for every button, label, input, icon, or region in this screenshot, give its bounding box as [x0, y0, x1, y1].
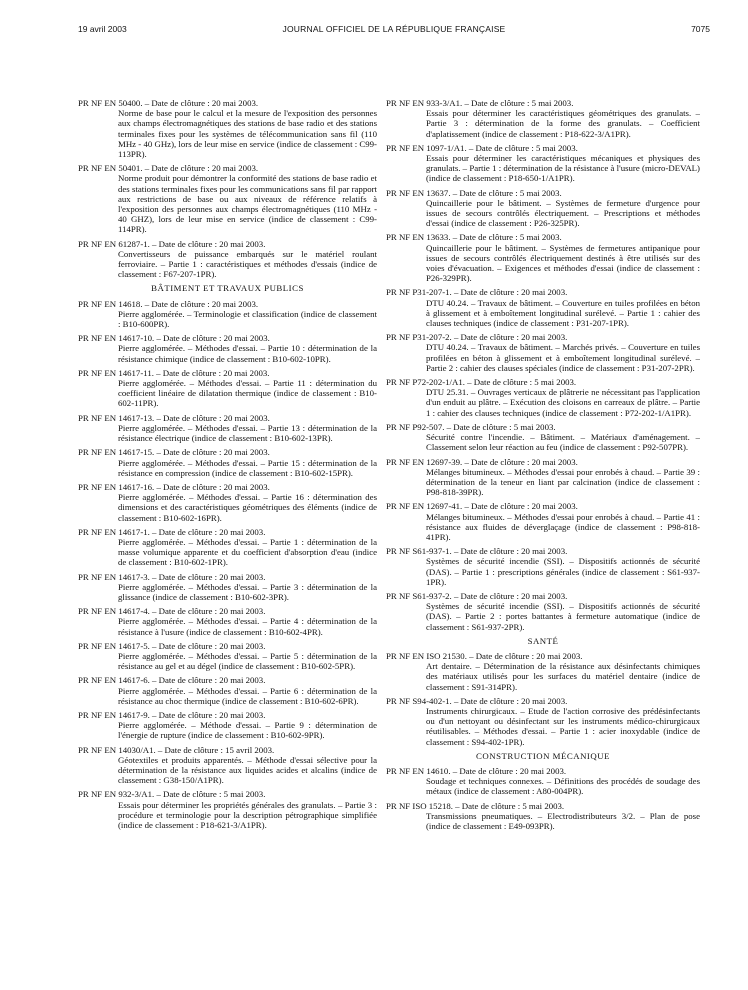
standard-entry [386, 546, 700, 587]
entry-reference: PR NF EN 14617-1. – Date de clôture : 20 mai 2003. [78, 526, 266, 537]
standard-entry [78, 368, 377, 409]
entry-description: Systèmes de sécurité incendie (SSI). – Dispositifs actionnés de sécurité (DAS). – Partie 2 : portes battantes à fermeture automatique (indice de classement : S61-937-2PR). [426, 601, 700, 632]
standard-entry [386, 766, 700, 797]
entry-reference: PR NF S61-937-2. – Date de clôture : 20 mai 2003. [386, 590, 568, 601]
standard-entry [386, 422, 700, 453]
entry-description: Essais pour déterminer les caractéristiques mécaniques et physiques des granulats. – Partie 1 : détermination de la résistance à l'usure (micro-DEVAL) (indice de classement : P18-650-1/A1PR). [426, 153, 700, 184]
entry-description: Pierre agglomérée. – Méthodes d'essai. – Partie 1 : détermination de la masse volumique apparente et du coefficient d'absorption d'eau (indice de classement : B10-602-1PR). [118, 536, 377, 568]
standard-entry [386, 377, 700, 418]
entry-reference: PR NF EN 14617-6. – Date de clôture : 20 mai 2003. [78, 675, 266, 686]
entry-description: Essais pour déterminer les propriétés générales des granulats. – Partie 3 : procédure et terminologie pour la description pétrographique simplifiée (indice de classement : P18-621-3/A1PR). [118, 799, 377, 830]
entry-description: Pierre agglomérée. – Méthodes d'essai. – Partie 6 : détermination de la résistance au choc thermique (indice de classement : B10-602-6PR). [118, 685, 377, 706]
entry-reference: PR NF EN 50401. – Date de clôture : 20 mai 2003. [78, 163, 259, 174]
standard-entry [78, 413, 377, 444]
standard-entry [78, 527, 377, 568]
standard-entry [386, 591, 700, 632]
entry-reference: PR NF EN 932-3/A1. – Date de clôture : 5 mai 2003. [78, 789, 266, 800]
entry-reference: PR NF EN 14617-9. – Date de clôture : 20 mai 2003. [78, 709, 266, 720]
entry-description: Pierre agglomérée. – Méthodes d'essai. – Partie 13 : détermination de la résistance électrique (indice de classement : B10-602-13PR). [118, 422, 377, 444]
standard-entry [386, 696, 700, 747]
entry-description: Quincaillerie pour le bâtiment. – Systèmes de fermetures antipanique pour issues de secours contrôlés électriquement destinés à être utilisés sur des voies d'évacuation. – Exigences et méthodes d'essai (indice de classement : P26-329PR). [426, 242, 700, 284]
entry-description: Norme de base pour le calcul et la mesure de l'exposition des personnes aux champs électromagnétiques des stations de base radio et des stations terminales fixes pour les systèmes de télécommunication sans fil (110 MHz - 40 GHz), lors de leur mise en service (indice de classement : C99-113PR). [118, 108, 377, 160]
entry-description: DTU 40.24. – Travaux de bâtiment. – Marchés privés. – Couverture en tuiles profilées en béton à glissement et à emboîtement longitudinal surélevé. – Partie 2 : cahier des clauses spéciales (indice de classement : P31-207-2PR). [426, 342, 700, 373]
entry-description: Pierre agglomérée. – Terminologie et classification (indice de classement : B10-600PR). [118, 308, 377, 330]
entry-reference: PR NF EN 14030/A1. – Date de clôture : 15 avril 2003. [78, 744, 275, 755]
entry-reference: PR NF S61-937-1. – Date de clôture : 20 mai 2003. [386, 546, 568, 557]
standard-entry [78, 482, 377, 523]
entry-description: DTU 25.31. – Ouvrages verticaux de plâtrerie ne nécessitant pas l'application d'un enduit au plâtre. – Exécution des cloisons en carreaux de plâtre. – Partie 1 : cahier des clauses techniques (indice de classement : P72-202-1/A1PR). [426, 387, 700, 418]
entry-description: DTU 40.24. – Travaux de bâtiment. – Couverture en tuiles profilées en béton à glissement et à emboîtement longitudinal surélevé. – Partie 1 : cahier des clauses techniques (indice de classement : P31-207-1PR). [426, 297, 700, 329]
entry-description: Quincaillerie pour le bâtiment. – Systèmes de fermeture d'urgence pour issues de secours contrôlés électriquement. – Prescriptions et méthodes d'essai (indice de classement : P26-325PR). [426, 197, 700, 229]
entry-reference: PR NF EN ISO 21530. – Date de clôture : 20 mai 2003. [386, 650, 583, 661]
entry-reference: PR NF EN 14617-10. – Date de clôture : 20 mai 2003. [78, 333, 270, 344]
standard-entry [386, 457, 700, 498]
entry-reference: PR NF EN 14617-15. – Date de clôture : 20 mai 2003. [78, 447, 270, 458]
entry-reference: PR NF P92-507. – Date de clôture : 5 mai 2003. [386, 421, 556, 432]
entry-description: Essais pour déterminer les caractéristiques géométriques des granulats. – Partie 3 : détermination de la forme des granulats. – Coefficient d'aplatissement (indice de classement : P18-622-3/A1PR). [426, 108, 700, 139]
entry-reference: PR NF P31-207-2. – Date de clôture : 20 mai 2003. [386, 332, 568, 343]
entry-description: Pierre agglomérée. – Méthodes d'essai. – Partie 10 : détermination de la résistance chimique (indice de classement : B10-602-10PR). [118, 343, 377, 364]
standard-entry [386, 332, 700, 373]
entry-reference: PR NF EN 14617-11. – Date de clôture : 20 mai 2003. [78, 367, 270, 378]
standard-entry [386, 801, 700, 832]
entry-reference: PR NF EN 12697-39. – Date de clôture : 20 mai 2003. [386, 456, 578, 467]
entry-description: Convertisseurs de puissance embarqués sur le matériel roulant ferroviaire. – Partie 1 : caractéristiques et méthodes d'essais (indice de classement : F67-207-1PR). [118, 248, 377, 280]
entry-reference: PR NF EN 50400. – Date de clôture : 20 mai 2003. [78, 98, 259, 108]
standard-entry [386, 143, 700, 184]
entry-reference: PR NF EN 14617-16. – Date de clôture : 20 mai 2003. [78, 481, 270, 492]
standard-entry [78, 333, 377, 364]
entry-reference: PR NF EN 13633. – Date de clôture : 5 mai 2003. [386, 232, 562, 243]
standard-entry [386, 232, 700, 283]
entry-reference: PR NF EN 61287-1. – Date de clôture : 20 mai 2003. [78, 238, 266, 249]
standard-entry [78, 710, 377, 741]
entry-reference: PR NF EN 933-3/A1. – Date de clôture : 5 mai 2003. [386, 98, 574, 108]
standard-entry [78, 745, 377, 786]
entry-reference: PR NF EN 14617-3. – Date de clôture : 20 mai 2003. [78, 571, 266, 582]
left-column [78, 98, 377, 978]
standard-entry [78, 572, 377, 603]
entry-reference: PR NF P72-202-1/A1. – Date de clôture : 5 mai 2003. [386, 377, 577, 388]
standard-entry [78, 789, 377, 830]
entry-description: Pierre agglomérée. – Méthode d'essai. – Partie 9 : détermination de l'énergie de rupture (indice de classement : B10-602-9PR). [118, 720, 377, 741]
entry-description: Instruments chirurgicaux. – Etude de l'action corrosive des prédésinfectants ou d'un nettoyant ou désinfectant sur les instruments médico-chirurgicaux réutilisables. – Méthodes d'essai. – Partie 1 : acier inoxydable (indice de classement : S94-402-1PR). [426, 705, 700, 747]
entry-reference: PR NF EN 14610. – Date de clôture : 20 mai 2003. [386, 765, 567, 776]
standard-entry [78, 447, 377, 478]
entry-description: Art dentaire. – Détermination de la résistance aux désinfectants chimiques des matériaux utilisés pour les surfaces du matériel dentaire (indice de classement : S91-314PR). [426, 661, 700, 692]
standard-entry [386, 501, 700, 542]
entry-description: Pierre agglomérée. – Méthodes d'essai. – Partie 4 : détermination de la résistance à l'usure (indice de classement : B10-602-4PR). [118, 616, 377, 637]
entry-description: Géotextiles et produits apparentés. – Méthode d'essai sélective pour la détermination de la résistance aux liquides acides et alcalins (indice de classement : G38-150/A1PR). [118, 754, 377, 786]
entry-description: Systèmes de sécurité incendie (SSI). – Dispositifs actionnés de sécurité (DAS). – Partie 1 : prescriptions générales (indice de classement : S61-937-1PR). [426, 556, 700, 587]
page-header [78, 24, 710, 38]
header-title: JOURNAL OFFICIEL DE LA RÉPUBLIQUE FRANÇAISE [282, 24, 506, 34]
standard-entry [386, 651, 700, 692]
entry-description: Norme produit pour démontrer la conformité des stations de base radio et des stations terminales fixes pour les communications sans fil par rapport aux restrictions de base ou aux niveaux de référence relatifs à l'exposition des personnes aux champs électromagnétiques (110 MHz - 40 GHZ), lors de leur mise en service (indice de classement : C99-114PR). [118, 173, 377, 235]
entry-description: Transmissions pneumatiques. – Electrodistributeurs 3/2. – Plan de pose (indice de classement : E49-093PR). [426, 810, 700, 831]
entry-reference: PR NF EN 14618. – Date de clôture : 20 mai 2003. [78, 298, 259, 309]
entry-reference: PR NF EN 14617-5. – Date de clôture : 20 mai 2003. [78, 640, 266, 651]
entry-reference: PR NF EN 14617-13. – Date de clôture : 20 mai 2003. [78, 412, 270, 423]
header-page-number: 7075 [691, 24, 710, 34]
entry-description: Mélanges bitumineux. – Méthodes d'essai pour enrobés à chaud. – Partie 41 : résistance aux fluides de déverglaçage (indice de classement : P98-818-41PR). [426, 511, 700, 542]
standard-entry [78, 239, 377, 280]
right-column [386, 98, 700, 978]
section-heading: SANTÉ [527, 635, 559, 646]
entry-description: Mélanges bitumineux. – Méthodes d'essai pour enrobés à chaud. – Partie 39 : détermination de la teneur en liant par calcination (indice de classement : P98-818-39PR). [426, 466, 700, 498]
entry-description: Soudage et techniques connexes. – Définitions des procédés de soudage des métaux (indice de classement : A80-004PR). [426, 776, 700, 797]
entry-description: Pierre agglomérée. – Méthodes d'essai. – Partie 3 : détermination de la glissance (indice de classement : B10-602-3PR). [118, 581, 377, 602]
entry-reference: PR NF ISO 15218. – Date de clôture : 5 mai 2003. [386, 800, 565, 811]
entry-description: Pierre agglomérée. – Méthodes d'essai. – Partie 5 : détermination de la résistance au gel et au dégel (indice de classement : B10-602-5PR). [118, 650, 377, 672]
entry-description: Pierre agglomérée. – Méthodes d'essai. – Partie 15 : détermination de la résistance en compression (indice de classement : B10-602-15PR). [118, 457, 377, 478]
entry-reference: PR NF EN 13637. – Date de clôture : 5 mai 2003. [386, 187, 562, 198]
standard-entry [78, 641, 377, 672]
standard-entry [386, 287, 700, 328]
entry-reference: PR NF P31-207-1. – Date de clôture : 20 mai 2003. [386, 287, 568, 298]
entry-description: Sécurité contre l'incendie. – Bâtiment. – Matériaux d'aménagement. – Classement selon leur réaction au feu (indice de classement : P92-507PR). [426, 432, 700, 453]
standard-entry [386, 98, 700, 139]
header-date: 19 avril 2003 [78, 24, 127, 34]
standard-entry [78, 299, 377, 330]
standard-entry [78, 163, 377, 234]
entry-reference: PR NF S94-402-1. – Date de clôture : 20 mai 2003. [386, 695, 568, 706]
entry-reference: PR NF EN 12697-41. – Date de clôture : 20 mai 2003. [386, 501, 578, 512]
standard-entry [78, 98, 377, 159]
standard-entry [78, 606, 377, 637]
section-heading: BÂTIMENT ET TRAVAUX PUBLICS [151, 283, 304, 294]
entry-reference: PR NF EN 1097-1/A1. – Date de clôture : 5 mai 2003. [386, 142, 578, 153]
standard-entry [386, 188, 700, 229]
entry-reference: PR NF EN 14617-4. – Date de clôture : 20 mai 2003. [78, 606, 266, 617]
standard-entry [78, 675, 377, 706]
section-heading: CONSTRUCTION MÉCANIQUE [476, 750, 610, 761]
entry-description: Pierre agglomérée. – Méthodes d'essai. – Partie 11 : détermination du coefficient linéaire de dilatation thermique (indice de classement : B10-602-11PR). [118, 378, 377, 409]
entry-description: Pierre agglomérée. – Méthodes d'essai. – Partie 16 : détermination des dimensions et des caractéristiques géométriques des éléments (indice de classement : B10-602-16PR). [118, 492, 377, 523]
